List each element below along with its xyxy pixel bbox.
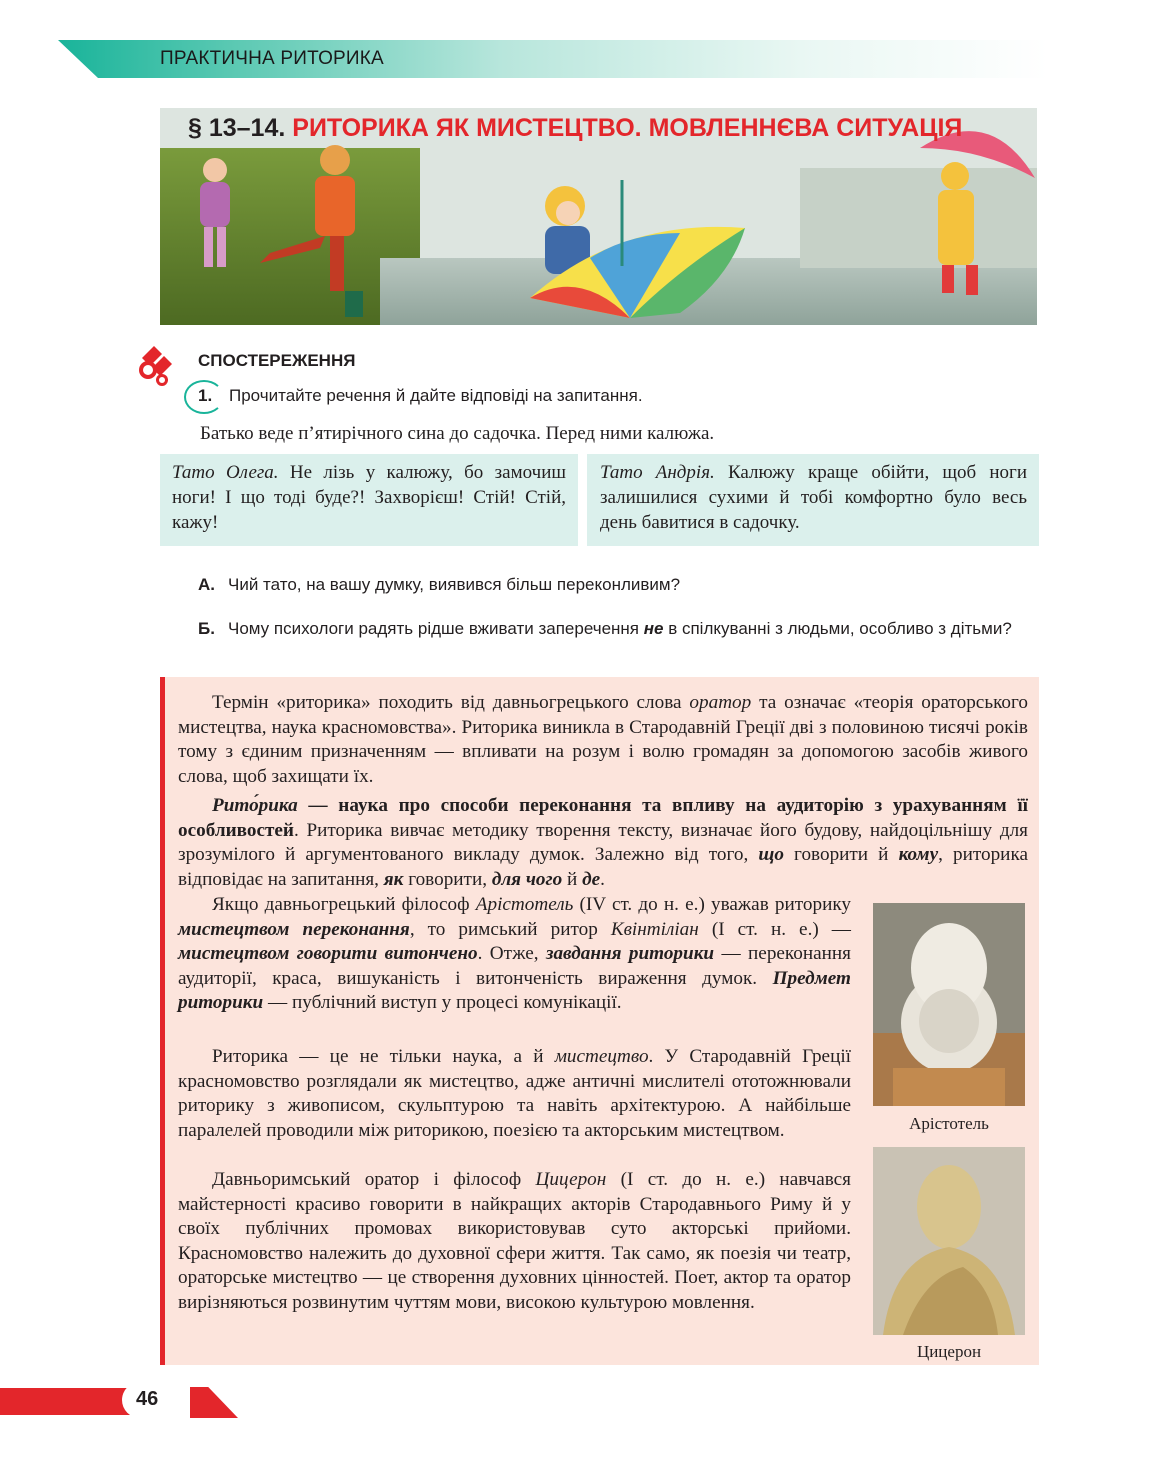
text-part: Риторика — це не тільки наука, а й bbox=[212, 1046, 555, 1067]
cicero-bust-image bbox=[873, 1147, 1025, 1335]
text-part: говорити, bbox=[403, 868, 492, 890]
key-word: де bbox=[582, 868, 601, 890]
text-part: Термін «риторика» походить від давньогрецького слова bbox=[212, 692, 690, 713]
person-name: Квінтіліан bbox=[610, 918, 699, 940]
task-number-badge bbox=[184, 380, 224, 414]
text-part: , то римський ритор bbox=[409, 918, 611, 940]
binoculars-icon bbox=[138, 340, 184, 386]
chapter-title: РИТОРИКА ЯК МИСТЕЦТВО. МОВЛЕННЄВА СИТУАЦІЯ bbox=[292, 114, 963, 142]
section-title: ПРАКТИЧНА РИТОРИКА bbox=[160, 48, 384, 69]
question-text-part: в спілкуванні з людьми, особливо з дітьми? bbox=[663, 619, 1012, 638]
quote-oleg-father bbox=[160, 454, 578, 546]
text-part: . bbox=[600, 868, 605, 890]
observation-heading: СПОСТЕРЕЖЕННЯ bbox=[198, 351, 356, 370]
text-part: — публічний виступ у процесі комунікації. bbox=[263, 992, 622, 1014]
person-name: Цицерон bbox=[535, 1169, 607, 1190]
key-word: для чого bbox=[491, 868, 563, 890]
quote-text: Калюжу краще обійти, щоб ноги залишилися сухими й тобі комфортно було весь день бавитися в садочку. bbox=[600, 462, 1027, 533]
theory-accent-bar bbox=[160, 677, 165, 1365]
text-part: говорити й bbox=[783, 844, 899, 866]
page-arrow bbox=[190, 1387, 238, 1418]
key-phrase: завдання риторики bbox=[545, 943, 715, 965]
situation-text: Батько веде п’ятирічного сина до садочка. Перед ними калюжа. bbox=[200, 423, 715, 444]
text-part: — переконання аудиторії, краса, вишуканість і витонченість вираження думок. bbox=[178, 943, 852, 989]
question-a bbox=[198, 574, 681, 596]
theory-paragraph-4 bbox=[178, 1045, 851, 1143]
cicero-caption: Цицерон bbox=[916, 1342, 982, 1361]
task-instruction: Прочитайте речення й дайте відповіді на запитання. bbox=[229, 386, 643, 405]
text-part: Якщо давньогрецький філософ bbox=[212, 894, 476, 915]
key-phrase: Предмет риторики bbox=[178, 967, 851, 1014]
text-part: (IV ст. до н. е.) уважав риторику bbox=[573, 894, 852, 915]
key-word: що bbox=[758, 844, 784, 866]
quote-speaker: Тато Олега. bbox=[172, 462, 279, 483]
text-part: (I ст. до н. е.) навчався майстерності красиво говорити в найкращих акторів Стародавнього Риму й у своїх публічних промовах використовував суто акторські прийоми. Красномовство належить до духовної сфери життя. Так само, як поезія чи театр, ораторське мистецтво — це створення духовних цінностей. Поет, актор та оратор вирізняються розвинутим чуттям мови, високою культурою мовлення. bbox=[178, 1169, 852, 1313]
theory-paragraph-5 bbox=[178, 1168, 851, 1316]
text-part: . Отже, bbox=[477, 943, 546, 965]
definition-text: — наука про способи переконання та впливу на аудиторію з урахуванням її особливостей bbox=[178, 795, 1028, 841]
chapter-number: § 13–14. bbox=[188, 114, 286, 142]
question-text bbox=[228, 618, 1043, 640]
question-b bbox=[198, 618, 1012, 640]
question-letter: А. bbox=[198, 575, 215, 594]
theory-paragraph-3 bbox=[178, 893, 851, 1016]
text-part: й bbox=[562, 868, 583, 890]
person-name: Арістотель bbox=[475, 894, 574, 915]
theory-paragraph-1 bbox=[178, 691, 1028, 789]
text-part: (I ст. н. е.) — bbox=[698, 918, 851, 940]
italic-term: мистецтво bbox=[554, 1046, 649, 1067]
key-word: як bbox=[383, 868, 404, 890]
question-text-part: Чому психологи радять рідше вживати заперечення bbox=[228, 619, 644, 638]
quote-andriy-father bbox=[587, 454, 1039, 546]
page-number: 46 bbox=[136, 1388, 159, 1410]
text-part: та означає «теорія ораторського мистецтва, наука красномовства». Риторика виникла в Стародавній Греції дві з половиною тисячі років тому з єдиним призначенням — впливати на розум і волю громадян за допомогою засобів живого слова, щоб захищати їх. bbox=[178, 692, 1028, 787]
emphasis-word: не bbox=[643, 619, 664, 638]
key-phrase: мистецтвом переконання bbox=[178, 918, 410, 940]
aristotle-caption: Арістотель bbox=[909, 1114, 989, 1133]
text-part: , риторика відповідає на запитання, bbox=[178, 844, 1028, 890]
defined-term: Рито́рика bbox=[212, 795, 298, 816]
task-number: 1. bbox=[198, 386, 213, 405]
text-part: . У Стародавній Греції красномовство розглядали як мистецтво, адже античні мислителі ототожнювали риторику з живописом, скульптурою та навіть архітектурою. А найбільше паралелей проводили між риторикою, поезією та акторським мистецтвом. bbox=[178, 1046, 852, 1141]
question-text: Чий тато, на вашу думку, виявився більш переконливим? bbox=[228, 575, 681, 594]
italic-term: оратор bbox=[689, 692, 752, 713]
quote-speaker: Тато Андрія. bbox=[600, 462, 715, 483]
quote-text: Не лізь у калюжу, бо замочиш ноги! І що тоді буде?! Захворієш! Стій! Стій, кажу! bbox=[172, 462, 566, 533]
text-part: . Риторика вивчає методику творення тексту, визначає його будову, найдоцільнішу для зрозумілого й аргументованого викладу думок. Залежно від того, bbox=[178, 819, 1028, 866]
text-part: Давньоримський оратор і філософ bbox=[212, 1169, 536, 1190]
key-word: кому bbox=[898, 844, 939, 866]
aristotle-bust-image bbox=[873, 903, 1025, 1106]
chapter-heading bbox=[188, 114, 962, 143]
question-letter: Б. bbox=[198, 619, 215, 638]
key-phrase: мистецтвом говорити витончено bbox=[178, 943, 478, 965]
theory-definition bbox=[178, 794, 1028, 892]
page-footer-bar bbox=[0, 1388, 142, 1415]
